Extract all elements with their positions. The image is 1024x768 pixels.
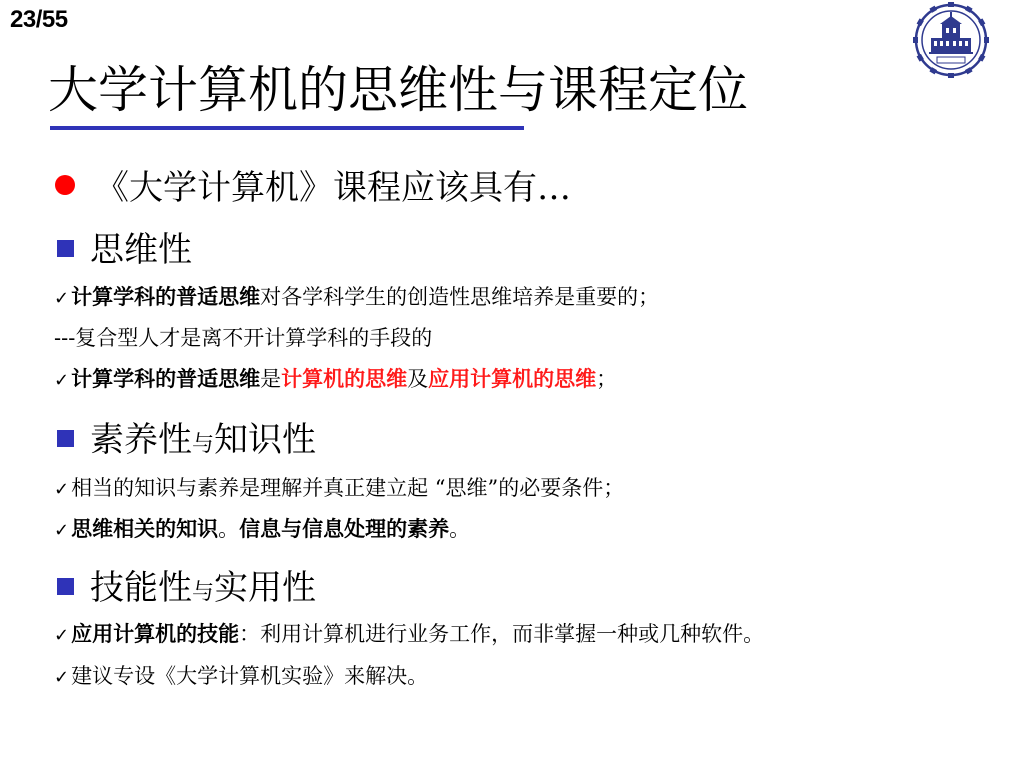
list-item	[54, 472, 624, 502]
item-text: ；	[596, 367, 618, 391]
check-icon: ✓	[54, 667, 70, 688]
item-text: 。	[218, 517, 240, 541]
section-heading-text: 思维性	[90, 230, 192, 270]
section-heading-literacy	[57, 412, 316, 461]
intro-text: 《大学计算机》课程应该具有…	[95, 168, 571, 208]
page-title: 大学计算机的思维性与课程定位	[48, 61, 748, 119]
section-heading-text: 技能性	[90, 568, 192, 608]
blue-square-bullet-icon	[57, 240, 74, 257]
blue-square-bullet-icon	[57, 430, 74, 447]
item-text: ：利用计算机进行业务工作，而非掌握一种或几种软件。	[239, 622, 765, 646]
emphasis-text: 思维相关的知识	[71, 517, 219, 541]
list-item	[54, 660, 428, 690]
item-text: 及	[407, 367, 429, 391]
emphasis-text: 计算学科的普适思维	[71, 285, 261, 309]
emphasis-text: 信息与信息处理的素养	[239, 517, 450, 541]
check-icon: ✓	[54, 370, 70, 391]
check-icon: ✓	[54, 479, 70, 500]
section-heading-text: 知识性	[214, 420, 317, 460]
university-seal-icon	[886, 2, 1016, 78]
highlight-text: 计算机的思维	[281, 367, 408, 391]
check-icon: ✓	[54, 625, 70, 646]
section-heading-skill	[57, 560, 316, 609]
blue-square-bullet-icon	[57, 578, 74, 595]
list-item	[54, 618, 764, 648]
check-icon: ✓	[54, 520, 70, 541]
emphasis-text: 应用计算机的技能	[71, 622, 240, 646]
emphasis-text: 计算学科的普适思维	[71, 367, 261, 391]
item-text: 。	[449, 517, 471, 541]
check-icon: ✓	[54, 288, 70, 309]
section-heading-text: 实用性	[214, 568, 317, 608]
red-bullet-icon	[55, 175, 75, 195]
list-item	[54, 322, 432, 352]
section-heading-thinking	[57, 222, 192, 271]
item-text: 对各学科学生的创造性思维培养是重要的；	[260, 285, 660, 309]
item-text: 建议专设《大学计算机实验》来解决。	[71, 664, 429, 688]
list-item	[54, 513, 470, 543]
section-heading-text: 素养性	[90, 420, 192, 460]
list-item	[54, 281, 659, 311]
section-heading-connector: 与	[192, 432, 215, 457]
page-number: 23/55	[10, 6, 68, 33]
item-text: 相当的知识与素养是理解并真正建立起 “思维”的必要条件；	[71, 476, 625, 500]
title-underline	[50, 126, 524, 130]
highlight-text: 应用计算机的思维	[428, 367, 597, 391]
section-heading-connector: 与	[192, 580, 215, 605]
list-item	[54, 363, 617, 393]
item-text: 是	[260, 367, 282, 391]
item-text: ---复合型人才是离不开计算学科的手段的	[54, 326, 433, 350]
intro-bullet	[55, 160, 571, 209]
